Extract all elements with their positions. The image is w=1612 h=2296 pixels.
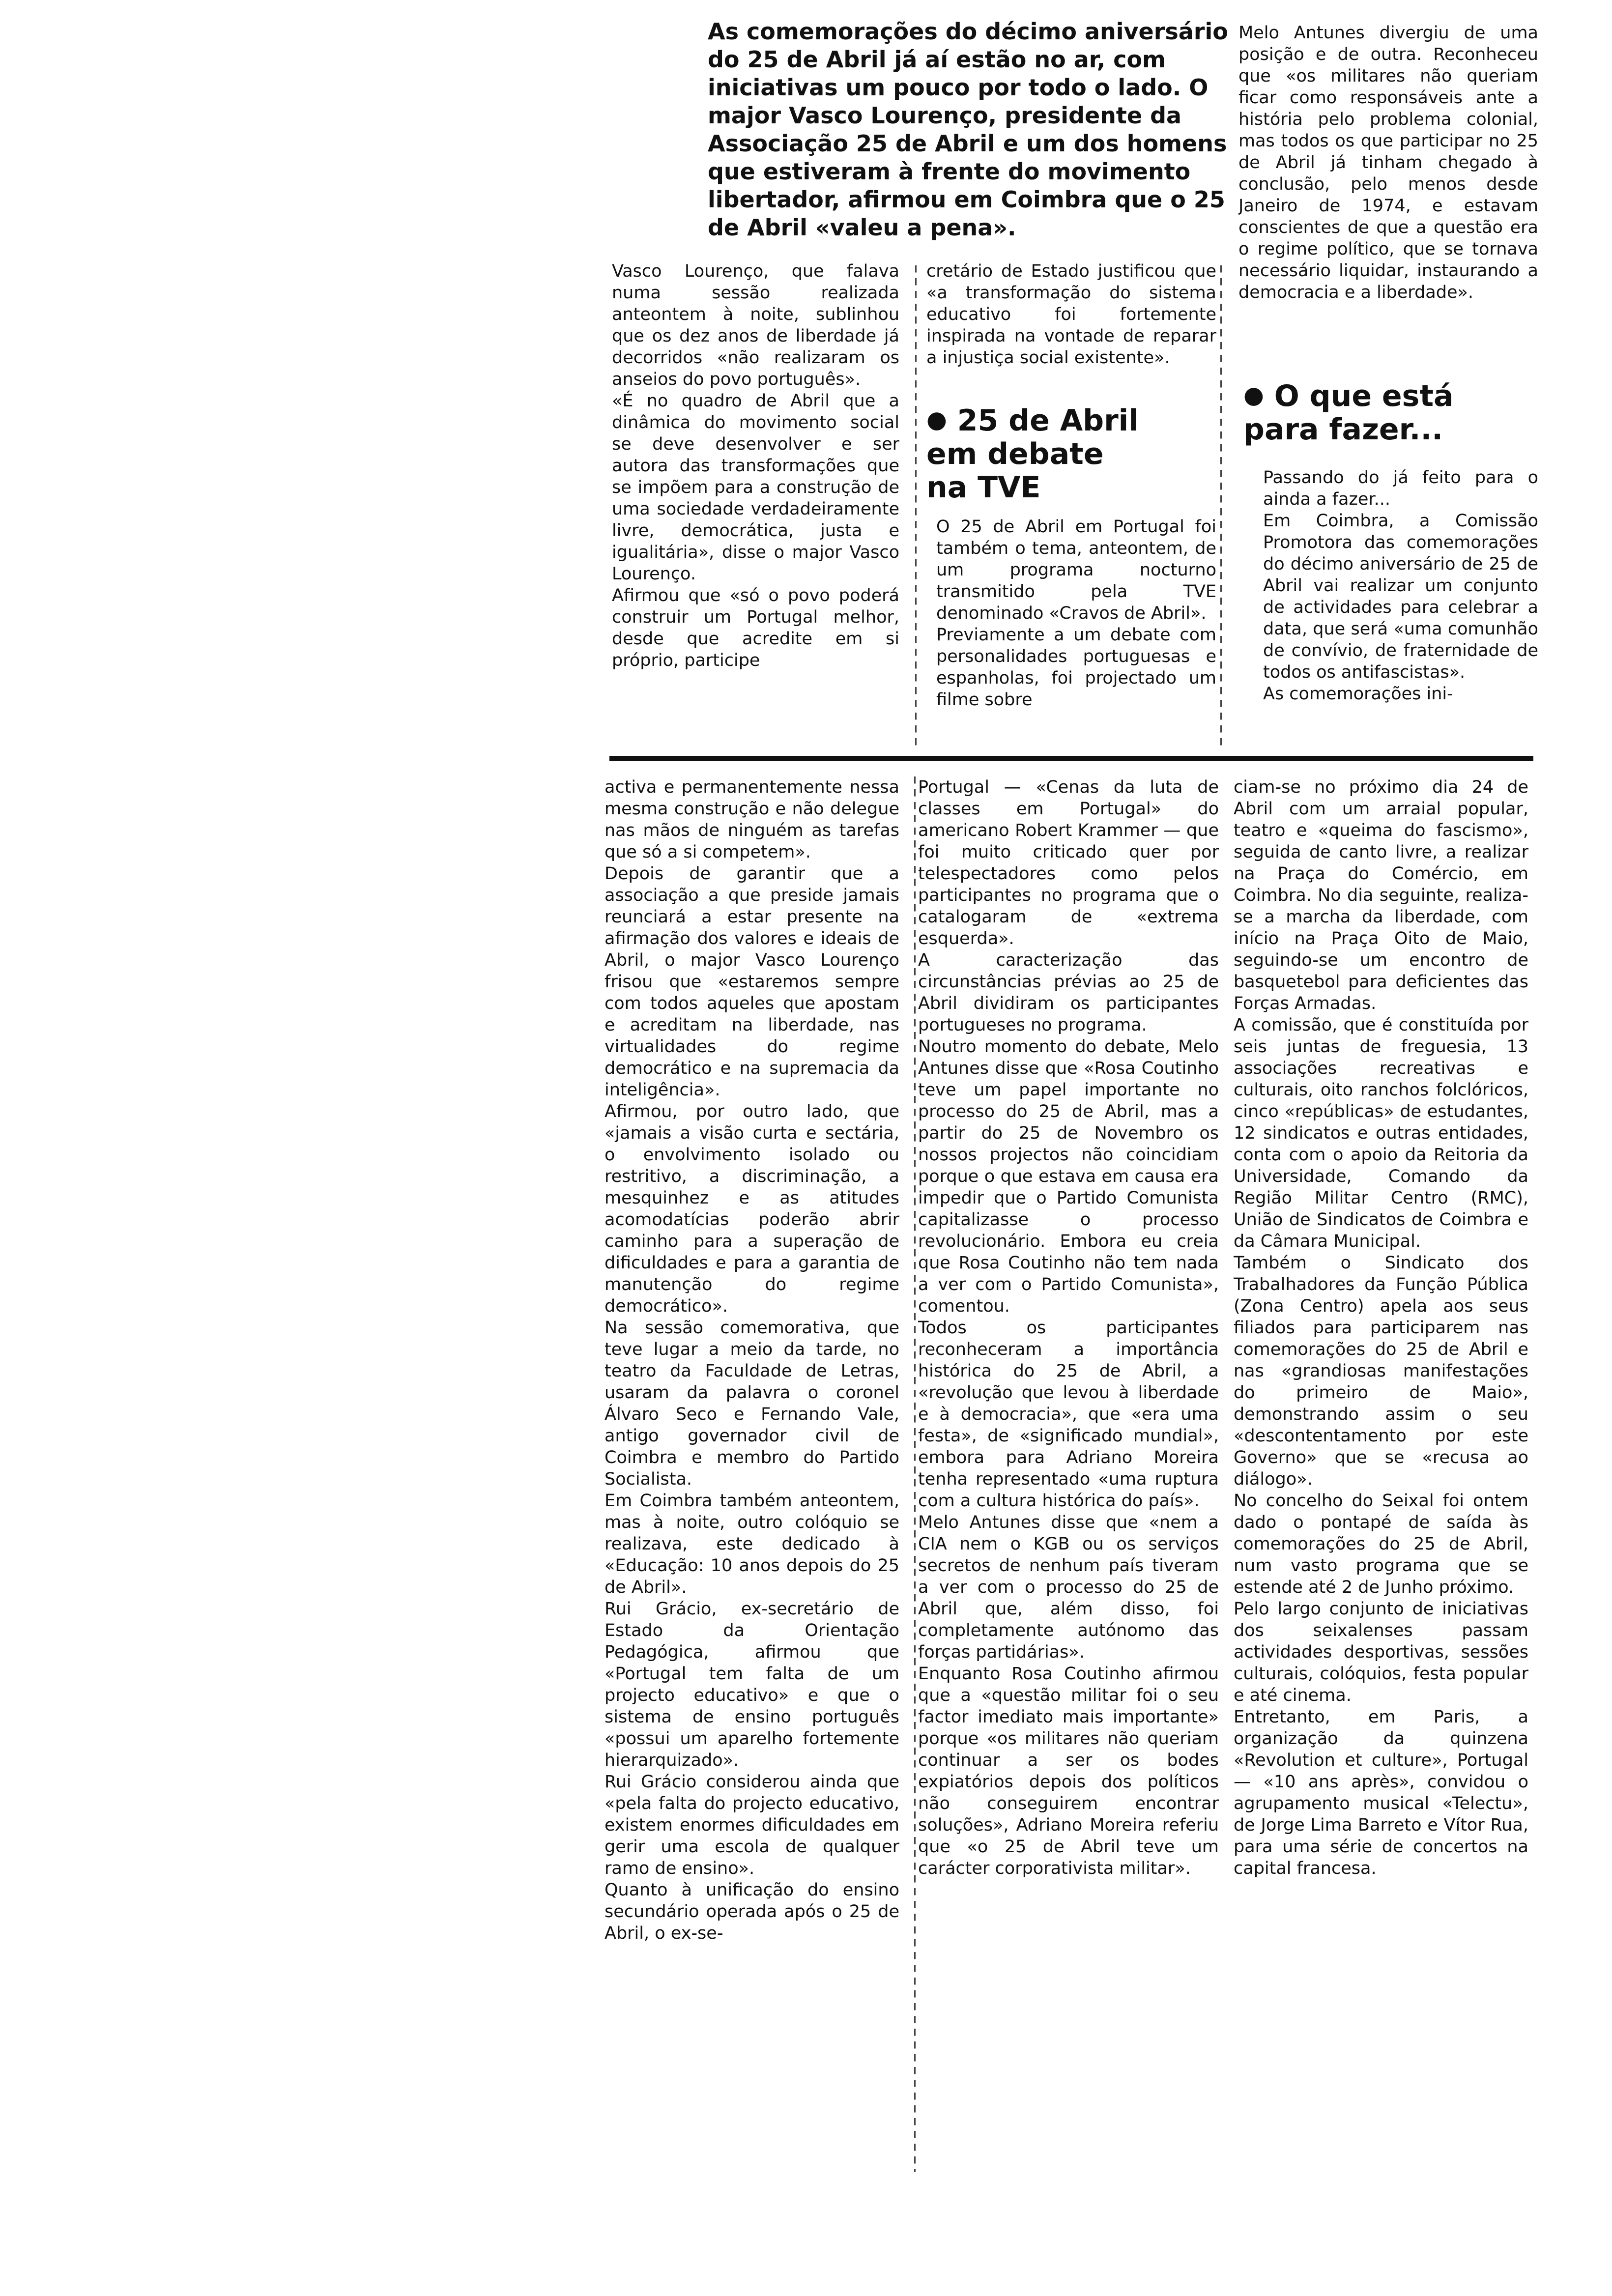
column-2-upper-bottom: O 25 de Abril em Portugal foi também o tema, anteontem, de um programa nocturno transmitido pela TVE denominado «Cravos de Abril». Previamente a um debate com personalidades portuguesas e espanholas, foi projectado um filme sobre (936, 517, 1216, 710)
column-separator (915, 265, 917, 747)
article-lead: As comemorações do décimo aniversário do 25 de Abril já aí estão no ar, com iniciativas um pouco por todo o lado. O major Vasco Lourenço, presidente da Associação 25 de Abril e um dos homens que estiveram à frente do movimento libertador, afirmou em Coimbra que o 25 de Abril «valeu a pena». (708, 18, 1228, 241)
subheading-text: O que está para fazer... (1243, 379, 1454, 447)
subheading-text: 25 de Abril em debate na TVE (926, 403, 1139, 505)
column-3-upper-top: Melo Antunes divergiu de uma posição e de outra. Reconheceu que «os militares não queriam ficar como responsáveis ante a história pelo problema colonial, mas todos os que participar no 25 de Abril já tinham chegado à conclusão, pelo menos desde Janeiro de 1974, e estavam conscientes de que a questão era o regime político, que se tornava necessário liquidar, instaurando a democracia e a liberdade». (1238, 23, 1538, 302)
horizontal-divider (609, 756, 1533, 761)
column-separator (914, 776, 916, 2172)
subheading-25-de-abril-em-debate-na-tve (926, 403, 1216, 516)
column-2-lower: Portugal — «Cenas da luta de classes em Portugal» do americano Robert Krammer — que foi muito criticado quer por telespectadores como pelos participantes no programa que o catalogaram de «extrema esquerda». A caracterização das circunstâncias prévias ao 25 de Abril dividiram os participantes portugueses no programa. Noutro momento do debate, Melo Antunes disse que «Rosa Coutinho teve um papel importante no processo do 25 de Abril, mas a partir do 25 de Novembro os nossos projectos não coincidiam porque o que estava em causa era impedir que o Partido Comunista capitalizasse o processo revolucionário. Embora eu creia que Rosa Coutinho não tem nada a ver com o Partido Comunista», comentou. Todos os participantes reconheceram a importância histórica do 25 de Abril, a «revolução que levou à liberdade e à democracia», que «era uma festa», de «significado mundial», embora para Adriano Moreira tenha representado «uma ruptura com a cultura histórica do país». Melo Antunes disse que «nem a CIA nem o KGB ou os serviços secretos de nenhum país tiveram a ver com o processo do 25 de Abril que, além disso, foi completamente autónomo das forças partidárias». Enquanto Rosa Coutinho afirmou que a «questão militar foi o seu factor imediato mais importante» porque «os militares não queriam continuar a ser os bodes expiatórios depois dos políticos não conseguirem encontrar soluções», Adriano Moreira referiu que «o 25 de Abril teve um carácter corporativista militar». (918, 777, 1219, 1878)
bullet-icon: ● (1243, 381, 1264, 409)
column-1-upper: Vasco Lourenço, que falava numa sessão realizada anteontem à noite, sublinhou que os dez anos de liberdade já decorridos «não realizaram os anseios do povo português». «É no quadro de Abril que a dinâmica do movimento social se deve desenvolver e ser autora das transformações que se impõem para a construção de uma sociedade verdadeiramente livre, democrática, justa e igualitária», disse o major Vasco Lourenço. Afirmou que «só o povo poderá construir um Portugal melhor, desde que acredite em si próprio, participe (612, 261, 899, 670)
column-3-lower: ciam-se no próximo dia 24 de Abril com um arraial popular, teatro e «queima do fascismo», seguida de canto livre, a realizar na Praça do Comércio, em Coimbra. No dia seguinte, realiza-se a marcha da liberdade, com início na Praça Oito de Maio, seguindo-se um encontro de basquetebol para deficientes das Forças Armadas. A comissão, que é constituída por seis juntas de freguesia, 13 associações recreativas e culturais, oito ranchos folclóricos, cinco «repúblicas» de estudantes, 12 sindicatos e outras entidades, conta com o apoio da Reitoria da Universidade, Comando da Região Militar Centro (RMC), União de Sindicatos de Coimbra e da Câmara Municipal. Também o Sindicato dos Trabalhadores da Função Pública (Zona Centro) apela aos seus filiados para participarem nas comemorações do 25 de Abril e nas «grandiosas manifestações do primeiro de Maio», demonstrando assim o seu «descontentamento por este Governo» que se «recusa ao diálogo». No concelho do Seixal foi ontem dado o pontapé de saída às comemorações do 25 de Abril, num vasto programa que se estende até 2 de Junho próximo. Pelo largo conjunto de iniciativas dos seixalenses passam actividades desportivas, sessões culturais, colóquios, festa popular e até cinema. Entretanto, em Paris, a organização da quinzena «Revolution et culture», Portugal — «10 ans après», convidou o agrupamento musical «Telectu», de Jorge Lima Barreto e Vítor Rua, para uma série de concertos na capital francesa. (1234, 777, 1528, 1878)
column-3-upper-bottom: Passando do já feito para o ainda a fazer... Em Coimbra, a Comissão Promotora das comemorações do décimo aniversário de 25 de Abril vai realizar um conjunto de actividades para celebrar a data, que será «uma comunhão de convívio, de fraternidade de todos os antifascistas». As comemorações ini- (1263, 468, 1538, 704)
column-2-upper-top: cretário de Estado justificou que «a transformação do sistema educativo foi fortemente inspirada na vontade de reparar a injustiça social existente». (926, 261, 1216, 368)
column-separator (1220, 265, 1222, 747)
column-1-lower: activa e permanentemente nessa mesma construção e não delegue nas mãos de ninguém as tarefas que só a si competem». Depois de garantir que a associação a que preside jamais reunciará a estar presente na afirmação dos valores e ideais de Abril, o major Vasco Lourenço frisou que «estaremos sempre com todos aqueles que apostam e acreditam na liberdade, nas virtualidades do regime democrático e na supremacia da inteligência». Afirmou, por outro lado, que «jamais a visão curta e sectária, o envolvimento isolado ou restritivo, a discriminação, a mesquinhez e as atitudes acomodatícias poderão abrir caminho para a superação de dificuldades e para a garantia de manutenção do regime democrático». Na sessão comemorativa, que teve lugar a meio da tarde, no teatro da Faculdade de Letras, usaram da palavra o coronel Álvaro Seco e Fernando Vale, antigo governador civil de Coimbra e membro do Partido Socialista. Em Coimbra também anteontem, mas à noite, outro colóquio se realizava, este dedicado à «Educação: 10 anos depois do 25 de Abril». Rui Grácio, ex-secretário de Estado da Orientação Pedagógica, afirmou que «Portugal tem falta de um projecto educativo» e que o sistema de ensino português «possui um aparelho fortemente hierarquizado». Rui Grácio considerou ainda que «pela falta do projecto educativo, existem enormes dificuldades em gerir uma escola de qualquer ramo de ensino». Quanto à unificação do ensino secundário operada após o 25 de Abril, o ex-se- (604, 777, 899, 1943)
subheading-o-que-esta-para-fazer (1243, 378, 1538, 457)
bullet-icon: ● (926, 406, 947, 433)
